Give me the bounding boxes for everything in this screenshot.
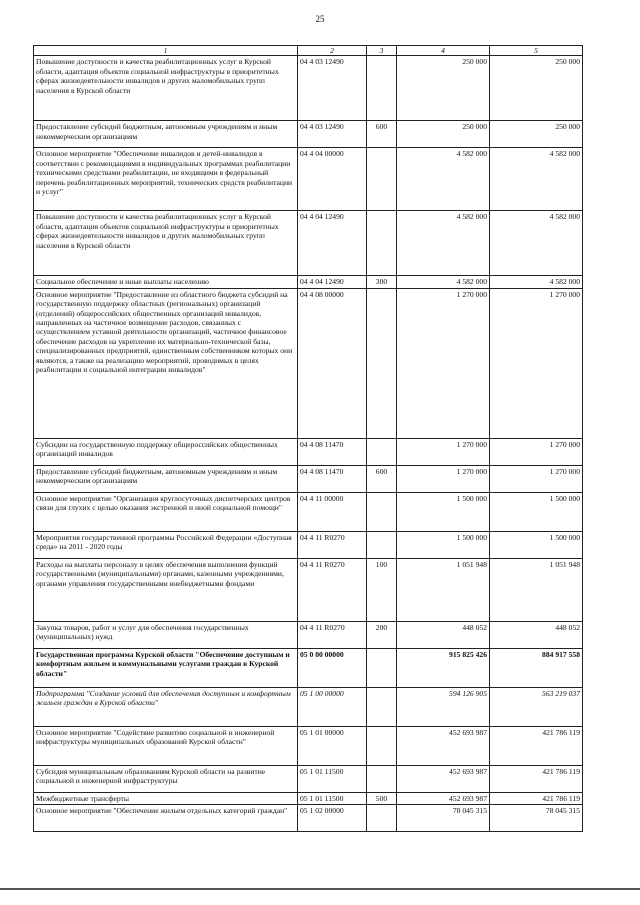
table-row [34,288,583,438]
row-code: 05 1 00 00000 [298,687,367,726]
row-expense-type [367,765,397,792]
row-expense-type [367,531,397,558]
row-description: Основное мероприятие "Содействие развитию социальной и инженерной инфраструктуры муниципальных образований Курской области" [34,726,298,765]
table-row [34,531,583,558]
row-amount-1: 1 270 000 [397,438,490,465]
row-expense-type [367,805,397,832]
row-expense-type: 600 [367,121,397,148]
row-amount-1: 4 582 000 [397,276,490,288]
row-amount-2: 1 500 000 [490,492,583,531]
row-amount-1: 1 270 000 [397,465,490,492]
table-row [34,211,583,276]
row-expense-type [367,492,397,531]
row-code: 04 4 08 00000 [298,288,367,438]
header-col-5: 5 [490,46,583,56]
row-amount-2: 4 582 000 [490,148,583,211]
table-row [34,121,583,148]
row-amount-2: 1 270 000 [490,465,583,492]
row-expense-type [367,648,397,687]
page-bottom-rule [0,888,640,890]
row-description: Основное мероприятие "Предоставление из областного бюджета субсидий на государственную поддержку областных (региональных) организаций (отделений) общероссийских общественных организаций инвалидов, направленных на частичное возмещение расходов, связанных с осуществлением уставной деятельности организаций, частичное финансовое обеспечение расходов на укрепление их материально-технической базы, специализированных предприятий, единственным собственником которых они являются, а также на реализацию мероприятий, проводимых в целях реабилитации и социальной интеграции инвалидов" [34,288,298,438]
row-amount-1: 78 045 315 [397,805,490,832]
table-row [34,276,583,288]
row-description: Основное мероприятие "Обеспечение инвалидов и детей-инвалидов в соответствии с рекомендациями в индивидуальных программах реабилитации техническими средствами реабилитации, не входящими в федеральный перечень реабилитационных мероприятий, технических средств реабилитации и услуг" [34,148,298,211]
row-amount-2: 4 582 000 [490,211,583,276]
row-description: Социальное обеспечение и иные выплаты населению [34,276,298,288]
row-description: Основное мероприятие "Организация круглосуточных диспетчерских центров связи для глухих с целью оказания экстренной и иной социальной помощи" [34,492,298,531]
row-amount-2: 563 219 037 [490,687,583,726]
row-amount-1: 1 270 000 [397,288,490,438]
header-col-4: 4 [397,46,490,56]
row-description: Предоставление субсидий бюджетным, автономным учреждениям и иным некоммерческим организациям [34,121,298,148]
row-code: 04 4 03 12490 [298,56,367,121]
row-amount-2: 448 052 [490,621,583,648]
row-code: 05 1 01 11500 [298,792,367,804]
row-expense-type: 300 [367,276,397,288]
row-amount-2: 4 582 000 [490,276,583,288]
row-description: Расходы на выплаты персоналу в целях обеспечения выполнения функций государственными (муниципальными) органами, казенными учреждениями, органами управления государственными внебюджетными фондами [34,558,298,621]
row-amount-2: 884 917 558 [490,648,583,687]
row-description: Межбюджетные трансферты [34,792,298,804]
table-body [34,56,583,832]
row-amount-2: 250 000 [490,121,583,148]
row-expense-type: 500 [367,792,397,804]
row-code: 04 4 04 12490 [298,276,367,288]
row-code: 04 4 08 11470 [298,465,367,492]
row-description: Предоставление субсидий бюджетным, автономным учреждениям и иным некоммерческим организациям [34,465,298,492]
table-row [34,765,583,792]
table-row [34,621,583,648]
row-amount-1: 452 693 987 [397,726,490,765]
table-row [34,792,583,804]
row-amount-1: 1 500 000 [397,492,490,531]
table-row [34,805,583,832]
row-description: Субсидии на государственную поддержку общероссийских общественных организаций инвалидов [34,438,298,465]
table-row [34,726,583,765]
header-col-1: 1 [34,46,298,56]
row-amount-2: 421 786 119 [490,726,583,765]
row-code: 04 4 11 R0270 [298,558,367,621]
row-amount-1: 1 051 948 [397,558,490,621]
row-amount-1: 4 582 000 [397,211,490,276]
table-row [34,558,583,621]
row-description: Повышение доступности и качества реабилитационных услуг в Курской области, адаптация объектов социальной инфраструктуры в приоритетных сферах жизнедеятельности инвалидов и других маломобильных групп населения в Курской области [34,211,298,276]
table-row [34,492,583,531]
row-expense-type: 200 [367,621,397,648]
row-expense-type [367,288,397,438]
row-expense-type [367,687,397,726]
row-expense-type: 100 [367,558,397,621]
row-amount-2: 1 270 000 [490,288,583,438]
page-number: 25 [315,14,325,24]
table-row [34,648,583,687]
row-expense-type: 600 [367,465,397,492]
row-amount-1: 250 000 [397,56,490,121]
row-description: Мероприятия государственной программы Российской Федерации «Доступная среда» на 2011 - 2020 годы [34,531,298,558]
row-amount-1: 452 693 987 [397,792,490,804]
row-amount-2: 1 051 948 [490,558,583,621]
table-header-row [34,46,583,56]
row-amount-1: 594 126 905 [397,687,490,726]
row-expense-type [367,726,397,765]
row-amount-1: 4 582 000 [397,148,490,211]
table-row [34,438,583,465]
row-amount-2: 78 045 315 [490,805,583,832]
row-code: 05 0 00 00000 [298,648,367,687]
row-amount-1: 448 052 [397,621,490,648]
row-description: Государственная программа Курской области "Обеспечение доступным и комфортным жильем и коммунальными услугами граждан в Курской области" [34,648,298,687]
row-description: Основное мероприятие "Обеспечение жильем отдельных категорий граждан" [34,805,298,832]
row-code: 04 4 04 12490 [298,211,367,276]
row-code: 04 4 11 R0270 [298,621,367,648]
row-amount-1: 915 825 426 [397,648,490,687]
header-col-2: 2 [298,46,367,56]
row-code: 04 4 03 12490 [298,121,367,148]
row-description: Субсидия муниципальным образованиям Курской области на развитие социальной и инженерной инфраструктуры [34,765,298,792]
row-expense-type [367,438,397,465]
budget-table [33,45,583,832]
header-col-3: 3 [367,46,397,56]
table-row [34,56,583,121]
row-code: 04 4 08 11470 [298,438,367,465]
row-code: 05 1 02 00000 [298,805,367,832]
row-code: 05 1 01 00000 [298,726,367,765]
row-description: Закупка товаров, работ и услуг для обеспечения государственных (муниципальных) нужд [34,621,298,648]
row-amount-1: 250 000 [397,121,490,148]
row-description: Подпрограмма "Создание условий для обеспечения доступным и комфортным жильем граждан в Курской области" [34,687,298,726]
table-row [34,148,583,211]
row-code: 05 1 01 11500 [298,765,367,792]
row-code: 04 4 11 R0270 [298,531,367,558]
table-row [34,465,583,492]
row-amount-1: 1 500 000 [397,531,490,558]
table-row [34,687,583,726]
row-amount-2: 1 500 000 [490,531,583,558]
row-amount-2: 421 786 119 [490,765,583,792]
row-expense-type [367,211,397,276]
row-expense-type [367,148,397,211]
row-amount-1: 452 693 987 [397,765,490,792]
row-amount-2: 421 786 119 [490,792,583,804]
row-code: 04 4 04 00000 [298,148,367,211]
row-amount-2: 1 270 000 [490,438,583,465]
row-expense-type [367,56,397,121]
row-amount-2: 250 000 [490,56,583,121]
row-code: 04 4 11 00000 [298,492,367,531]
row-description: Повышение доступности и качества реабилитационных услуг в Курской области, адаптация объектов социальной инфраструктуры в приоритетных сферах жизнедеятельности инвалидов и других маломобильных групп населения в Курской области [34,56,298,121]
